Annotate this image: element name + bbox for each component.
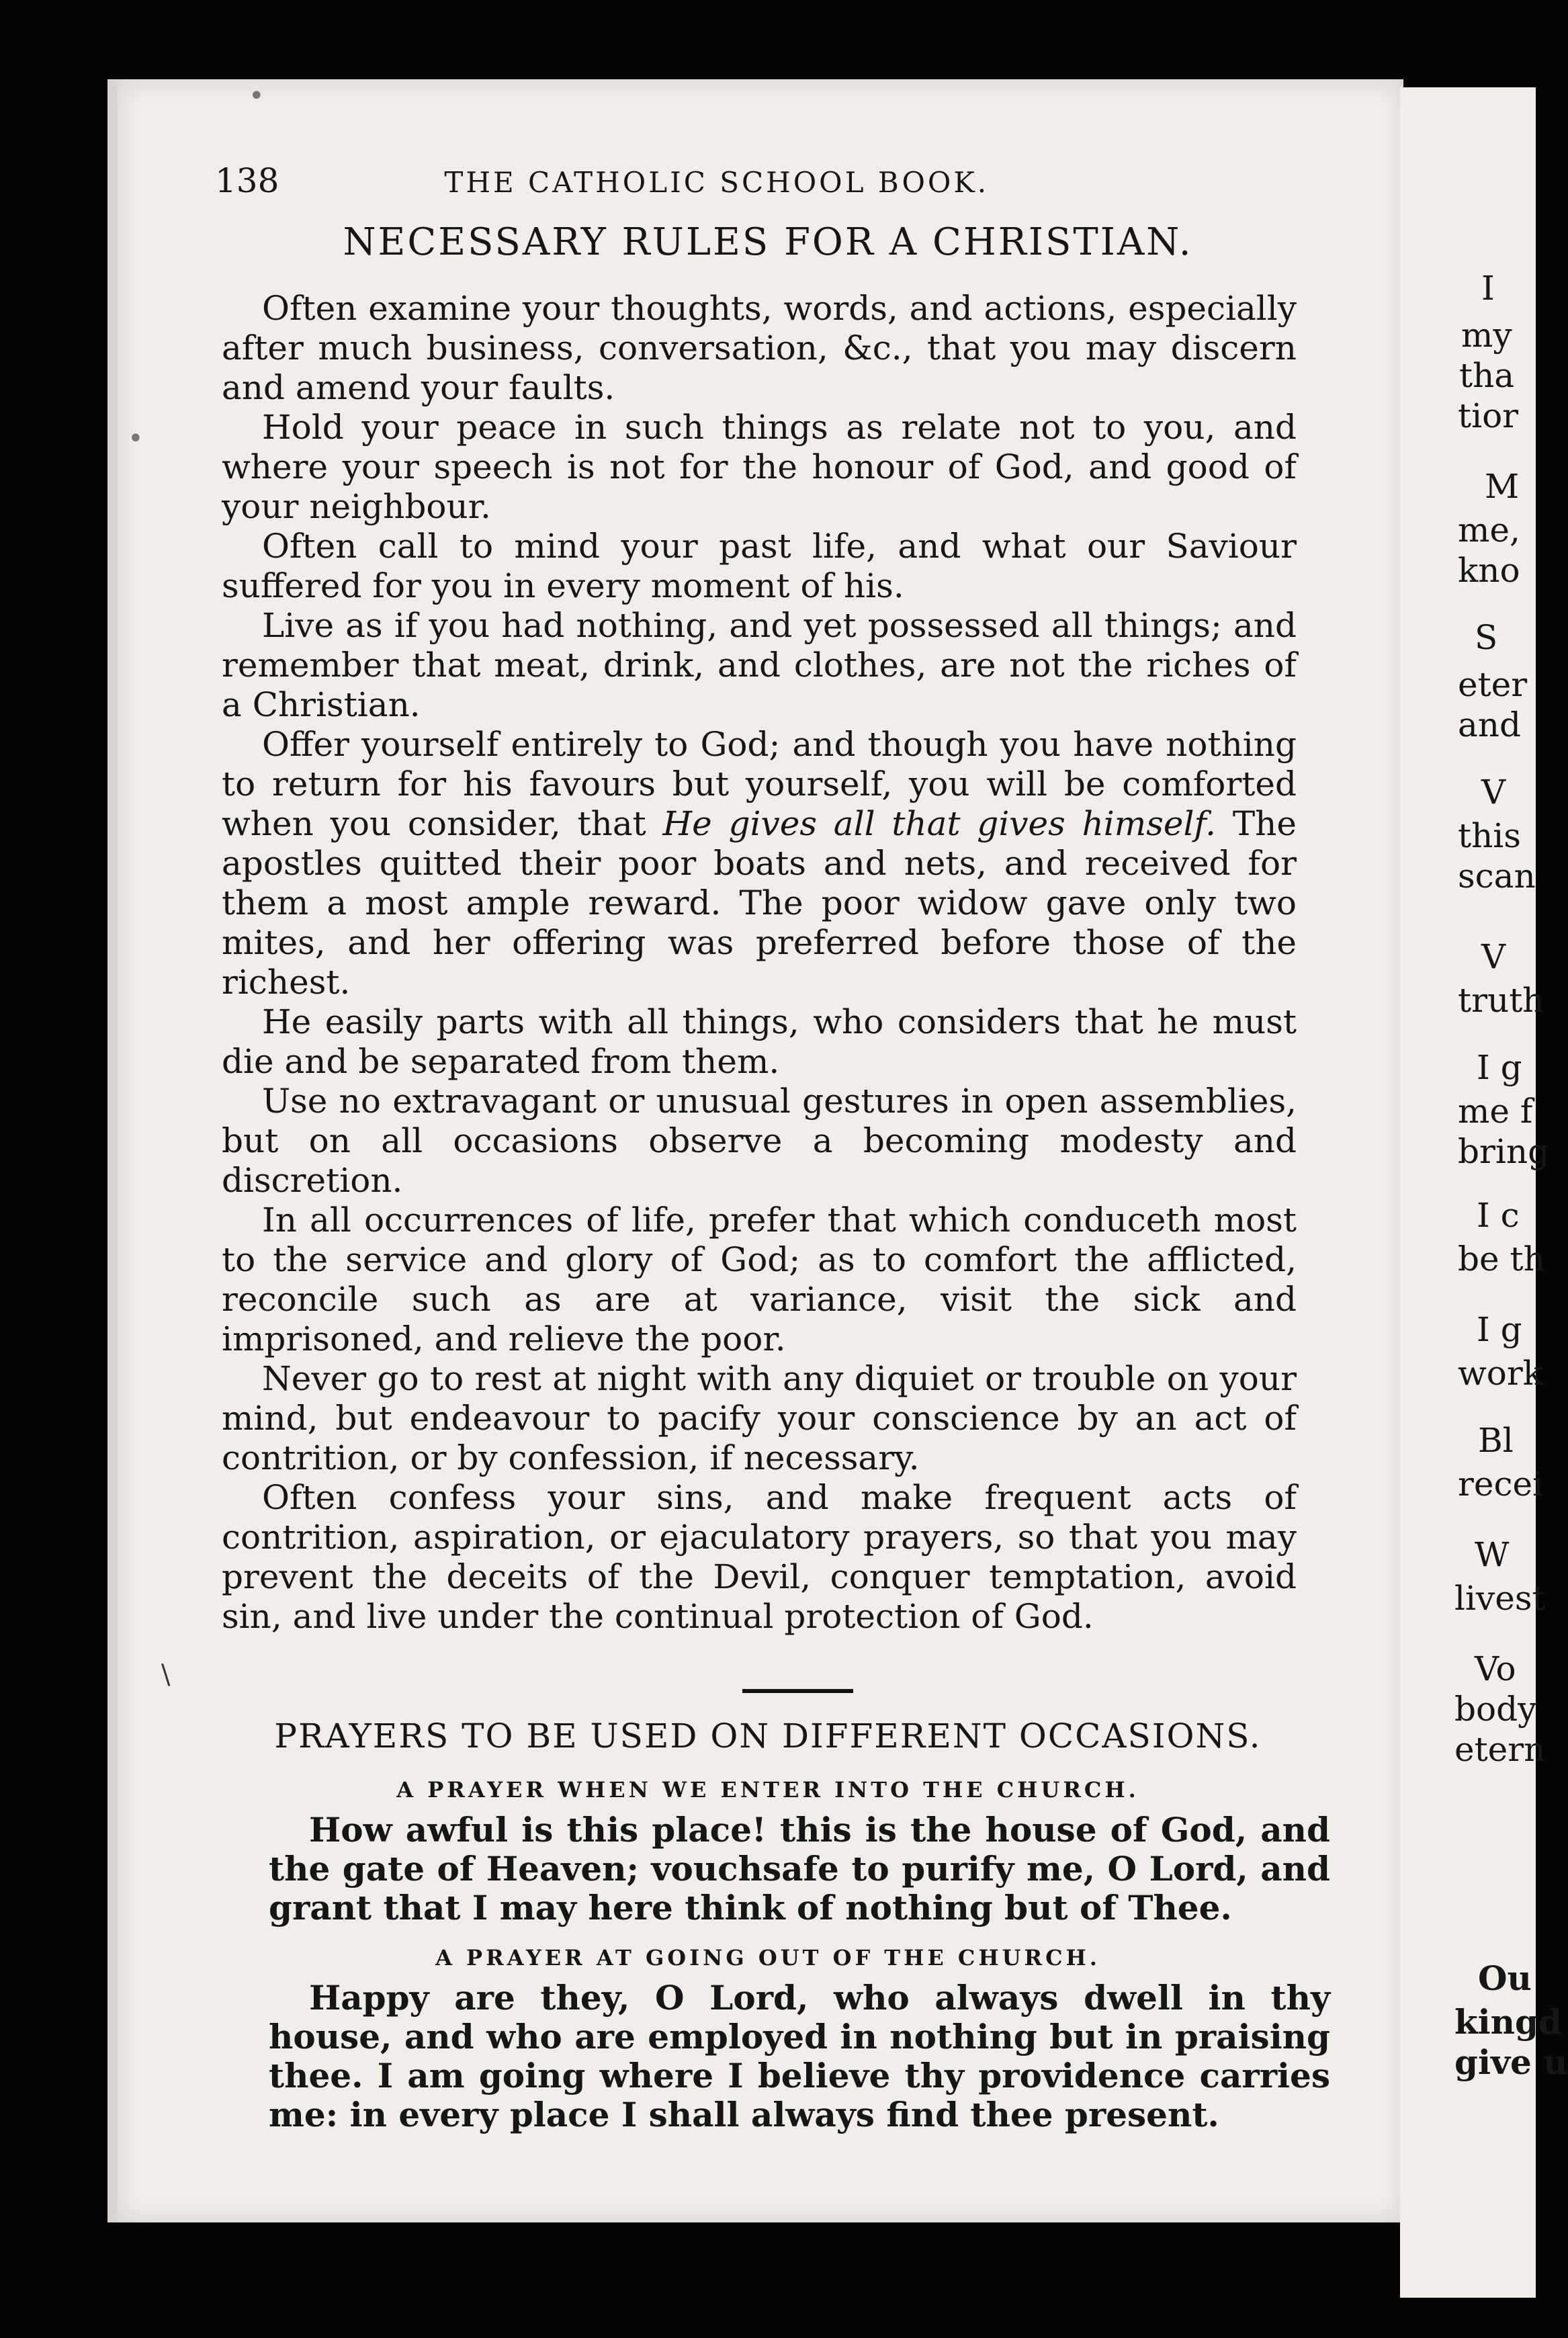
right-page-fragment: scan (1458, 857, 1536, 896)
right-page-fragment: S (1475, 618, 1498, 657)
prayer-paragraph: Happy are they, O Lord, who always dwell in thy house, and who are employed in nothing but in praising thee. I am going where I believe thy providence carries me: in every place I shall always find thee present. (269, 1978, 1330, 2134)
rule-paragraph: Hold your peace in such things as relate not to you, and where your speech is not for the honour of God, and good of your neighbour. (222, 408, 1297, 526)
right-page-fragment: I (1481, 269, 1495, 308)
right-page-fragment: etern (1454, 1730, 1546, 1769)
prayer-heading-exit: A PRAYER AT GOING OUT OF THE CHURCH. (435, 1945, 1100, 1971)
right-page-fragment: and (1458, 705, 1522, 744)
rule-paragraph: Often confess your sins, and make frequent acts of contrition, aspiration, or ejaculatory prayers, so that you may prevent the deceits of the Devil, conquer temptation, avoid sin, and live under the continual protection of God. (222, 1478, 1297, 1636)
speck-mark: \ (161, 1659, 171, 1690)
right-page-fragment: truth (1458, 981, 1544, 1020)
right-page-fragment: tior (1458, 396, 1519, 435)
right-page-fragment: I c (1477, 1196, 1520, 1235)
right-page-fragment: recei (1458, 1465, 1544, 1504)
rules-body (222, 289, 1297, 1637)
right-page-fragment: my (1461, 316, 1512, 355)
rule-text: The apostles quitted their poor boats and nets, and received for them a most ample reward. The poor widow gave only two mites, and her offering was preferred before those of the richest. (222, 804, 1297, 1002)
right-page-fragment: me f (1458, 1092, 1533, 1131)
prayer-paragraph: How awful is this place! this is the house of God, and the gate of Heaven; vouchsafe to purify me, O Lord, and grant that I may here think of nothing but of Thee. (269, 1810, 1330, 1928)
right-page-fragment: bring (1458, 1132, 1550, 1171)
right-page-fragment: W (1475, 1535, 1510, 1574)
right-page-fragment: Ou (1478, 1958, 1532, 1998)
rule-paragraph: Use no extravagant or unusual gestures in open assemblies, but on all occasions observe a becoming modesty and discretion. (222, 1082, 1297, 1200)
right-page-fragment: me, (1458, 511, 1520, 550)
rule-paragraph: Often examine your thoughts, words, and actions, especially after much business, conversation, &c., that you may discern and amend your faults. (222, 289, 1297, 407)
right-page-fragment: kingd (1454, 2002, 1562, 2042)
rule-paragraph: Never go to rest at night with any diquiet or trouble on your mind, but endeavour to pacify your conscience by an act of contrition, or by confession, if necessary. (222, 1359, 1297, 1477)
page-number: 138 (215, 161, 279, 200)
prayer-text-enter (269, 1811, 1330, 1928)
rule-paragraph: Live as if you had nothing, and yet possessed all things; and remember that meat, drink, and clothes, are not the riches of a Christian. (222, 606, 1297, 724)
speck-mark: • (128, 423, 144, 454)
prayer-text-exit (269, 1979, 1330, 2134)
right-page-fragment: be th (1458, 1240, 1545, 1279)
right-page-fragment: tha (1459, 356, 1515, 395)
prayers-section-title: PRAYERS TO BE USED ON DIFFERENT OCCASIONS. (274, 1717, 1262, 1756)
running-head-title: THE CATHOLIC SCHOOL BOOK. (444, 166, 990, 199)
right-page-fragment: give u (1454, 2042, 1568, 2082)
right-page-fragment: M (1485, 467, 1520, 506)
rule-paragraph: In all occurrences of life, prefer that which conduceth most to the service and glory of God; as to comfort the afflicted, reconcile such as are at variance, visit the sick and imprisoned, and relieve the poor. (222, 1201, 1297, 1358)
section-title: NECESSARY RULES FOR A CHRISTIAN. (343, 220, 1193, 264)
rule-paragraph (222, 725, 1297, 1002)
rule-text: Offer yourself entirely to God; and though you have nothing to return for his favours but yourself, you will be comforted when you consider, that (222, 725, 1297, 843)
right-page-fragment: V (1481, 773, 1506, 812)
section-divider (742, 1689, 853, 1693)
italic-quote: He gives all that gives himself. (662, 804, 1217, 843)
right-page-fragment: I g (1477, 1310, 1522, 1349)
right-page-fragment: Vo (1475, 1649, 1516, 1688)
prayer-heading-enter: A PRAYER WHEN WE ENTER INTO THE CHURCH. (396, 1777, 1139, 1803)
right-page-fragment: eter (1458, 665, 1528, 704)
right-page-fragment: Bl (1478, 1421, 1514, 1460)
right-page-fragment: work (1458, 1354, 1544, 1393)
right-page-fragment: this (1458, 816, 1521, 855)
right-page-fragment: kno (1458, 551, 1520, 590)
rule-paragraph: Often call to mind your past life, and what our Saviour suffered for you in every moment of his. (222, 527, 1297, 605)
right-page-fragment: livest (1454, 1579, 1546, 1618)
speck-mark: • (249, 81, 265, 112)
rule-paragraph: He easily parts with all things, who considers that he must die and be separated from them. (222, 1002, 1297, 1081)
running-header (215, 161, 989, 200)
right-page-fragment: V (1481, 937, 1506, 976)
right-page-fragment: body (1454, 1690, 1537, 1729)
right-page-fragment: I g (1477, 1048, 1522, 1087)
